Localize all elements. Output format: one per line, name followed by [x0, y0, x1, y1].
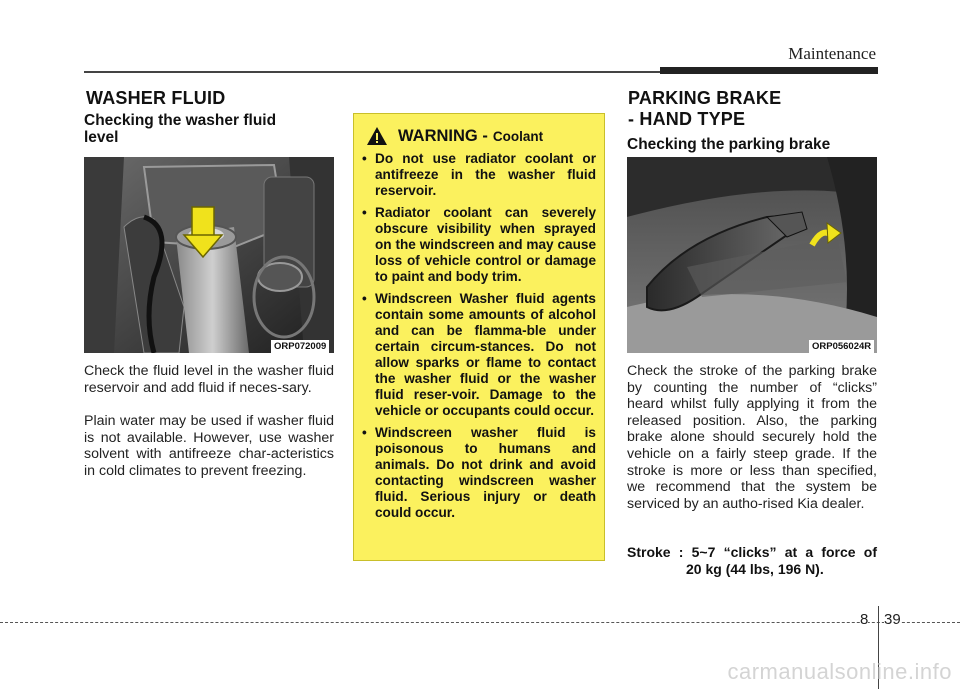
- warning-item: • Radiator coolant can severely obscure visibility when sprayed on the windscreen and may cause loss of vehicle control or damage to paint and body trim.: [354, 205, 596, 285]
- warning-label: WARNING -: [398, 126, 488, 145]
- warning-triangle-icon: [366, 126, 388, 146]
- footer-dashed-line: [0, 622, 960, 623]
- warning-item: • Windscreen Washer fluid agents contain some amounts of alcohol and can be flamma-ble under certain circum-stances. Do not allow sparks or flame to contact the washer fluid or the washer fluid reser-voir. Damage to the vehicle or occupants could occur.: [354, 291, 596, 419]
- engine-bay-illustration: [84, 157, 334, 353]
- warning-list: [354, 151, 596, 527]
- brake-stroke-spec-cont: 20 kg (44 lbs, 196 N).: [686, 561, 824, 577]
- brake-stroke-spec: Stroke : 5~7 “clicks” at a force of: [627, 544, 877, 560]
- header-section-title: Maintenance: [788, 44, 876, 63]
- washer-section-title: WASHER FLUID: [86, 88, 226, 108]
- warning-box: [353, 113, 605, 561]
- brake-section-subtitle: - HAND TYPE: [628, 109, 746, 129]
- watermark: carmanualsonline.info: [727, 659, 952, 684]
- warning-header: [366, 124, 543, 148]
- washer-paragraph-1: Check the fluid level in the washer fluid reservoir and add fluid if neces-sary.: [84, 363, 334, 396]
- chapter-number: 8: [860, 611, 869, 628]
- parking-brake-illustration: [627, 157, 877, 353]
- header-rule-thin: [84, 71, 660, 73]
- washer-paragraph-2: Plain water may be used if washer fluid is not available. However, use washer solvent with antifreeze char-acteristics in cold climates to prevent freezing.: [84, 413, 334, 479]
- brake-photo-code: ORP056024R: [809, 340, 874, 353]
- washer-subtitle: Checking the washer fluid level: [84, 112, 277, 146]
- washer-photo-code: ORP072009: [271, 340, 329, 353]
- brake-subtitle: Checking the parking brake: [627, 136, 831, 153]
- warning-item: • Windscreen washer fluid is poisonous to humans and animals. Do not drink and avoid contacting windscreen washer fluid. Serious injury or death could occur.: [354, 425, 596, 521]
- brake-paragraph: Check the stroke of the parking brake by counting the number of “clicks” heard whilst fully applying it from the released position. Also, the parking brake alone should securely hold the vehicle on a fairly steep grade. If the stroke is more or less than specified, we recommend that the system be serviced by an autho-rised Kia dealer.: [627, 363, 877, 512]
- parking-brake-photo: [627, 157, 877, 353]
- page-number: 39: [884, 611, 901, 628]
- washer-reservoir-photo: [84, 157, 334, 353]
- warning-topic: Coolant: [492, 128, 544, 144]
- warning-item: • Do not use radiator coolant or antifreeze in the washer fluid reservoir.: [354, 151, 596, 199]
- brake-section-title: PARKING BRAKE: [628, 88, 782, 108]
- header-rule-thick: [660, 67, 878, 74]
